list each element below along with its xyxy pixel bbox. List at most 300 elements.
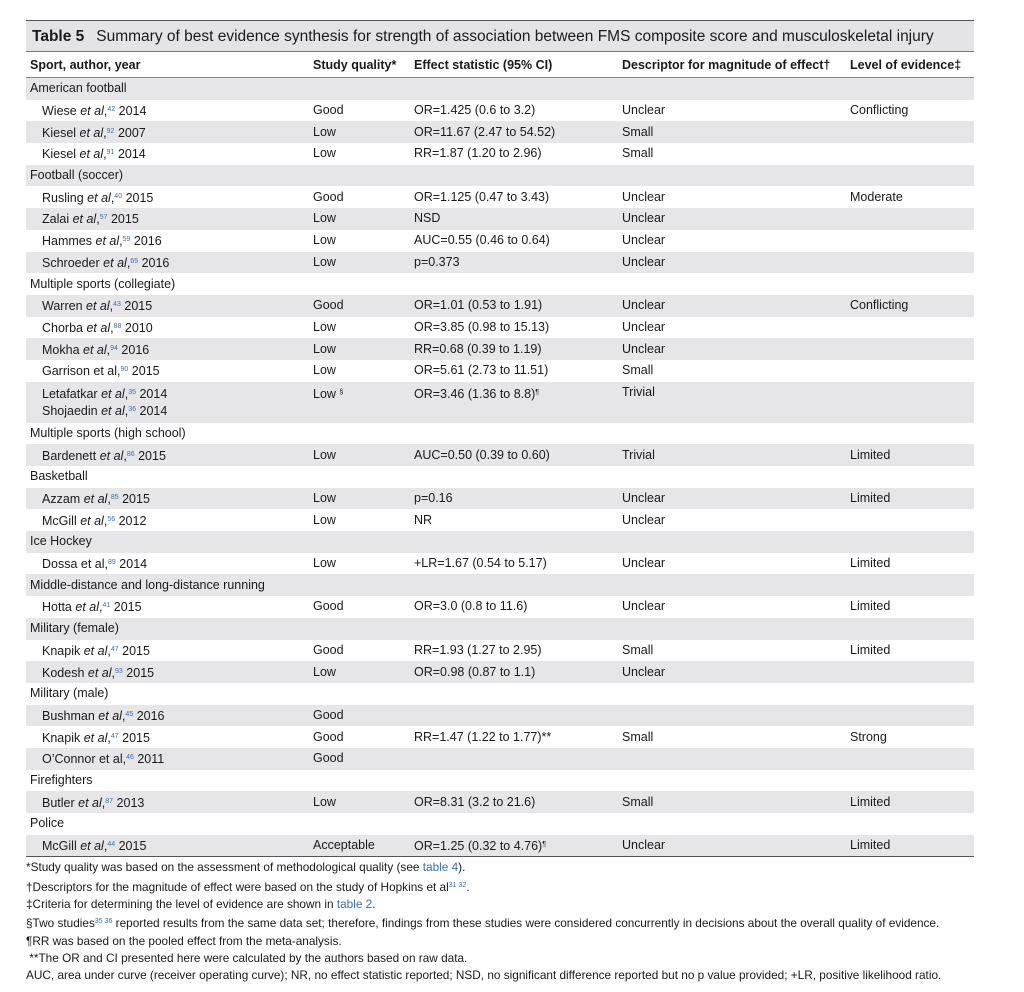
author-cell	[26, 143, 309, 165]
quality-value: Good	[313, 189, 344, 204]
footnote-text: ).	[458, 860, 466, 875]
footnote-text: reported results from the same data set; therefore, findings from these studies were considered concurrently in decisions about the overall quality of evidence.	[112, 916, 940, 931]
quality-cell	[309, 444, 410, 466]
quality-value: Low	[313, 319, 336, 334]
quality-cell	[309, 748, 410, 770]
effect-value: OR=1.125 (0.47 to 3.43)	[414, 189, 550, 204]
footnote-mark: §	[339, 388, 344, 396]
author-cell	[26, 640, 309, 662]
table-row	[26, 382, 974, 423]
table-row	[26, 100, 974, 122]
study-year: 2016	[133, 234, 162, 249]
header-study-quality: Study quality*	[309, 52, 410, 78]
author-cell	[26, 338, 309, 360]
footnotes	[26, 857, 974, 984]
descriptor-cell	[618, 705, 846, 727]
descriptor-cell: Trivial	[618, 382, 846, 423]
author-name: Garrison et al,	[42, 364, 121, 379]
effect-value: RR=0.68 (0.39 to 1.19)	[414, 341, 542, 356]
author-cell	[26, 553, 309, 575]
sport-group-label: Police	[30, 816, 65, 831]
effect-value: NSD	[414, 211, 441, 226]
effect-cell	[410, 230, 618, 252]
author-name: Knapik et al,	[42, 730, 111, 745]
effect-value: OR=1.425 (0.6 to 3.2)	[414, 103, 536, 118]
author-cell	[26, 596, 309, 618]
descriptor-cell: Unclear	[622, 599, 666, 614]
quality-cell	[309, 726, 410, 748]
level-cell: Conflicting	[846, 295, 974, 317]
effect-cell	[410, 661, 618, 683]
quality-cell	[309, 705, 410, 727]
effect-cell	[410, 553, 618, 575]
reference-link[interactable]: 44	[107, 841, 116, 849]
author-cell	[26, 705, 309, 727]
author-name: Bushman et al,	[42, 708, 126, 723]
quality-cell	[309, 661, 410, 683]
sport-group-label: Football (soccer)	[26, 165, 974, 187]
descriptor-cell: Unclear	[618, 661, 846, 683]
effect-cell	[410, 748, 618, 770]
effect-cell	[410, 835, 618, 857]
table-2-link[interactable]: table 2	[336, 896, 373, 911]
quality-cell	[309, 186, 410, 208]
footnote-rr: ¶RR was based on the pooled effect from the meta-analysis.	[26, 933, 342, 948]
reference-link[interactable]: 35 36	[94, 918, 113, 926]
author-name: O’Connor et al,	[42, 752, 127, 767]
sport-group-row	[26, 165, 974, 187]
quality-value: Low	[313, 363, 336, 378]
level-cell	[846, 230, 974, 252]
quality-cell	[309, 143, 410, 165]
descriptor-cell: Unclear	[622, 319, 666, 334]
footnote-mark: ¶	[535, 388, 540, 396]
quality-cell	[309, 121, 410, 143]
table-container	[26, 20, 974, 984]
sport-group-row	[26, 531, 974, 553]
level-cell	[846, 317, 974, 339]
level-cell: Moderate	[850, 189, 903, 204]
reference-link[interactable]: 42	[107, 106, 116, 114]
author-name: Azzam et al,	[42, 492, 111, 507]
descriptor-cell: Unclear	[618, 488, 846, 510]
table-row	[26, 186, 974, 208]
quality-value: Acceptable	[313, 838, 375, 853]
quality-cell	[309, 596, 410, 618]
quality-cell	[309, 100, 410, 122]
author-line	[42, 402, 309, 419]
sport-group-label: Military (male)	[30, 686, 109, 701]
quality-cell	[309, 553, 410, 575]
descriptor-cell: Small	[622, 363, 654, 378]
quality-cell	[309, 488, 410, 510]
evidence-table	[26, 52, 974, 856]
study-year: 2012	[118, 513, 147, 528]
effect-value: OR=11.67 (2.47 to 54.52)	[414, 124, 556, 139]
sport-group-label: Firefighters	[30, 772, 93, 787]
descriptor-cell: Small	[618, 121, 846, 143]
table-4-link[interactable]: table 4	[422, 860, 459, 875]
study-year: 2016	[136, 708, 165, 723]
quality-value: Low	[313, 447, 336, 462]
author-name: Shojaedin et al,	[42, 403, 129, 418]
footnote-text: *Study quality was based on the assessment of methodological quality (see	[26, 860, 423, 875]
reference-link[interactable]: 47	[110, 645, 119, 653]
study-year: 2015	[110, 212, 139, 227]
footnote-text: .	[466, 879, 470, 894]
study-year: 2015	[131, 364, 160, 379]
quality-value: Good	[313, 729, 344, 744]
level-cell	[846, 748, 974, 770]
sport-group-label: Basketball	[30, 469, 88, 484]
descriptor-cell: Small	[618, 791, 846, 813]
reference-link[interactable]: 40	[114, 192, 123, 200]
reference-link[interactable]: 89	[108, 559, 116, 567]
quality-cell	[309, 509, 410, 531]
level-cell	[846, 252, 974, 274]
study-year: 2015	[125, 190, 154, 205]
reference-link[interactable]: 46	[126, 754, 134, 762]
descriptor-cell	[618, 748, 846, 770]
author-name: Warren et al,	[42, 299, 114, 314]
header-effect-statistic: Effect statistic (95% CI)	[410, 52, 618, 78]
quality-value: Low	[313, 794, 336, 809]
quality-value: Low	[313, 491, 336, 506]
effect-value: AUC=0.50 (0.39 to 0.60)	[414, 447, 550, 462]
sport-group-row	[26, 574, 974, 596]
header-descriptor: Descriptor for magnitude of effect†	[618, 52, 846, 78]
reference-link[interactable]: 94	[110, 344, 118, 352]
reference-link[interactable]: 56	[107, 515, 116, 523]
reference-link[interactable]: 35	[128, 388, 136, 396]
table-row	[26, 835, 974, 857]
study-year: 2015	[122, 492, 150, 507]
author-cell	[26, 121, 309, 143]
descriptor-cell: Unclear	[622, 233, 666, 248]
author-cell	[26, 252, 309, 274]
quality-cell	[309, 382, 410, 423]
effect-cell	[410, 100, 618, 122]
reference-link[interactable]: 31 32	[448, 881, 467, 889]
effect-value: OR=8.31 (3.2 to 21.6)	[414, 794, 536, 809]
author-name: McGill et al,	[42, 839, 108, 854]
effect-value: OR=5.61 (2.73 to 11.51)	[414, 363, 549, 378]
table-row	[26, 444, 974, 466]
quality-cell	[309, 835, 410, 857]
table-row	[26, 317, 974, 339]
quality-cell	[309, 230, 410, 252]
reference-link[interactable]: 65	[130, 257, 139, 265]
level-cell	[846, 121, 974, 143]
quality-value: Good	[313, 751, 344, 766]
study-year: 2014	[139, 386, 168, 401]
author-name: Knapik et al,	[42, 643, 111, 658]
effect-cell	[410, 509, 618, 531]
reference-link[interactable]: 88	[113, 322, 122, 330]
quality-value: Good	[313, 707, 344, 722]
table-row	[26, 295, 974, 317]
level-cell: Limited	[850, 642, 891, 657]
table-row	[26, 509, 974, 531]
author-name: Bardenett et al,	[42, 448, 127, 463]
descriptor-cell: Small	[622, 146, 654, 161]
table-row	[26, 143, 974, 165]
level-cell	[846, 661, 974, 683]
study-year: 2014	[119, 557, 148, 572]
quality-value: Good	[313, 103, 344, 118]
sport-group-row	[26, 618, 974, 640]
effect-value: OR=1.25 (0.32 to 4.76)	[414, 839, 543, 854]
sport-group-label: Ice Hockey	[26, 531, 974, 553]
quality-value: Good	[313, 298, 344, 313]
effect-value: OR=3.0 (0.8 to 11.6)	[414, 599, 528, 614]
quality-value: Low	[313, 146, 336, 161]
author-cell	[26, 230, 309, 252]
author-cell	[26, 726, 309, 748]
study-year: 2015	[118, 839, 147, 854]
study-year: 2015	[113, 600, 142, 615]
quality-cell	[309, 252, 410, 274]
quality-cell	[309, 317, 410, 339]
reference-link[interactable]: 91	[106, 149, 115, 157]
quality-value: Low	[313, 556, 336, 571]
author-cell	[26, 509, 309, 531]
level-cell	[846, 705, 974, 727]
study-year: 2016	[141, 255, 170, 270]
effect-value: +LR=1.67 (0.54 to 5.17)	[414, 556, 547, 571]
effect-value: p=0.16	[414, 491, 453, 506]
effect-value: AUC=0.55 (0.46 to 0.64)	[414, 233, 550, 248]
quality-value: Low	[313, 664, 336, 679]
footnote-criteria	[26, 896, 974, 913]
study-year: 2015	[122, 730, 150, 745]
descriptor-cell: Unclear	[618, 252, 846, 274]
reference-link[interactable]: 85	[110, 494, 119, 502]
effect-cell	[410, 705, 618, 727]
table-caption: Summary of best evidence synthesis for strength of association between FMS composite score and musculoskeletal injury	[96, 28, 934, 45]
header-level-of-evidence: Level of evidence‡	[846, 52, 974, 78]
table-row	[26, 252, 974, 274]
table-number: Table 5	[32, 28, 85, 45]
table-row	[26, 121, 974, 143]
study-year: 2013	[116, 795, 145, 810]
author-name: Kiesel et al,	[42, 125, 107, 140]
level-cell: Strong	[850, 729, 887, 744]
reference-link[interactable]: 93	[115, 667, 123, 675]
author-cell	[26, 661, 309, 683]
effect-cell	[410, 121, 618, 143]
level-cell: Limited	[846, 835, 974, 857]
quality-cell	[309, 360, 410, 382]
author-cell	[26, 208, 309, 230]
footnote-mark: ¶	[542, 841, 546, 849]
effect-value: OR=3.85 (0.98 to 15.13)	[414, 319, 550, 334]
effect-cell	[410, 317, 618, 339]
footnote-abbreviations: AUC, area under curve (receiver operating curve); NR, no effect statistic reported; NSD, no significant difference reported but no p value provided; +LR, positive likelihood ratio.	[26, 968, 942, 983]
quality-value: Low	[313, 254, 336, 269]
study-year: 2016	[121, 342, 150, 357]
quality-value: Good	[313, 642, 344, 657]
descriptor-cell: Unclear	[622, 103, 666, 118]
quality-value: Low	[313, 386, 336, 401]
effect-cell	[410, 488, 618, 510]
descriptor-cell: Unclear	[618, 295, 846, 317]
footnote-descriptors	[26, 877, 974, 896]
sport-group-row	[26, 813, 974, 835]
effect-value: RR=1.47 (1.22 to 1.77)**	[414, 729, 552, 744]
effect-cell	[410, 640, 618, 662]
descriptor-cell: Unclear	[622, 189, 666, 204]
sport-group-row	[26, 78, 974, 100]
author-name: Rusling et al,	[42, 190, 115, 205]
reference-link[interactable]: 90	[120, 366, 129, 374]
effect-value: RR=1.93 (1.27 to 2.95)	[414, 642, 542, 657]
table-row	[26, 596, 974, 618]
reference-link[interactable]: 41	[102, 602, 111, 610]
author-name: Hammes et al,	[42, 234, 123, 249]
study-year: 2015	[122, 643, 150, 658]
footnote-text: †Descriptors for the magnitude of effect were based on the study of Hopkins et al	[26, 879, 449, 894]
quality-cell	[309, 295, 410, 317]
author-line	[42, 385, 309, 402]
sport-group-row	[26, 466, 974, 488]
quality-cell	[309, 791, 410, 813]
study-year: 2014	[117, 147, 146, 162]
quality-value: Low	[313, 233, 336, 248]
author-cell	[26, 748, 309, 770]
author-name: Mokha et al,	[42, 342, 111, 357]
author-name: McGill et al,	[42, 513, 108, 528]
quality-cell	[309, 208, 410, 230]
footnote-raw-data: **The OR and CI presented here were calculated by the authors based on raw data.	[26, 950, 468, 965]
footnote-text: ‡Criteria for determining the level of evidence are shown in	[26, 896, 337, 911]
footnote-text: §Two studies	[26, 916, 95, 931]
level-cell: Limited	[846, 791, 974, 813]
footnote-study-quality	[26, 859, 974, 876]
author-name: Dossa et al,	[42, 557, 109, 572]
study-year: 2015	[138, 448, 166, 463]
descriptor-cell: Unclear	[618, 338, 846, 360]
level-cell	[846, 382, 974, 423]
reference-link[interactable]: 43	[113, 301, 121, 309]
author-name: Schroeder et al,	[42, 255, 131, 270]
author-name: Hotta et al,	[42, 600, 103, 615]
author-name: Wiese et al,	[42, 104, 108, 119]
level-cell	[846, 509, 974, 531]
quality-cell	[309, 338, 410, 360]
table-row	[26, 748, 974, 770]
reference-link[interactable]: 92	[106, 127, 115, 135]
study-year: 2015	[124, 299, 153, 314]
level-cell: Limited	[846, 488, 974, 510]
effect-cell	[410, 338, 618, 360]
reference-link[interactable]: 59	[122, 236, 131, 244]
author-name: Chorba et al,	[42, 320, 114, 335]
footnote-text: .	[372, 896, 376, 911]
reference-link[interactable]: 47	[110, 732, 119, 740]
quality-value: Low	[313, 341, 336, 356]
author-cell	[26, 100, 309, 122]
effect-cell	[410, 726, 618, 748]
author-name: Butler et al,	[42, 795, 106, 810]
sport-group-label: Middle-distance and long-distance running	[26, 574, 974, 596]
study-year: 2010	[124, 320, 153, 335]
reference-link[interactable]: 36	[128, 405, 137, 413]
header-sport-author-year: Sport, author, year	[26, 52, 309, 78]
sport-group-row	[26, 683, 974, 705]
effect-cell	[410, 295, 618, 317]
descriptor-cell: Unclear	[618, 835, 846, 857]
reference-link[interactable]: 45	[125, 710, 134, 718]
sport-group-label: American football	[26, 78, 974, 100]
reference-link[interactable]: 87	[105, 797, 114, 805]
descriptor-cell: Small	[622, 642, 654, 657]
sport-group-row	[26, 770, 974, 792]
author-cell	[26, 444, 309, 466]
sport-group-row	[26, 273, 974, 295]
table-row	[26, 553, 974, 575]
level-cell	[846, 143, 974, 165]
effect-cell	[410, 186, 618, 208]
level-cell: Limited	[846, 444, 974, 466]
descriptor-cell: Unclear	[618, 208, 846, 230]
author-name: Kodesh et al,	[42, 665, 116, 680]
effect-cell	[410, 360, 618, 382]
effect-value: p=0.373	[414, 254, 460, 269]
study-year: 2014	[139, 403, 168, 418]
author-name: Letafatkar et al,	[42, 386, 129, 401]
sport-group-label: Multiple sports (collegiate)	[30, 276, 176, 291]
reference-link[interactable]: 86	[126, 450, 135, 458]
quality-value: Low	[313, 512, 336, 527]
effect-cell	[410, 252, 618, 274]
quality-value: Low	[313, 124, 336, 139]
level-cell: Limited	[850, 599, 891, 614]
descriptor-cell: Trivial	[618, 444, 846, 466]
effect-cell	[410, 143, 618, 165]
author-name: Zalai et al,	[42, 212, 100, 227]
table-row	[26, 726, 974, 748]
table-row	[26, 791, 974, 813]
effect-cell	[410, 208, 618, 230]
reference-link[interactable]: 57	[99, 214, 108, 222]
author-cell	[26, 488, 309, 510]
table-row	[26, 488, 974, 510]
table-row	[26, 661, 974, 683]
sport-group-label: Multiple sports (high school)	[30, 425, 186, 440]
table-row	[26, 640, 974, 662]
study-year: 2011	[137, 752, 165, 767]
author-cell	[26, 186, 309, 208]
author-cell	[26, 791, 309, 813]
footnote-two-studies	[26, 913, 974, 932]
table-row	[26, 338, 974, 360]
author-cell	[26, 835, 309, 857]
table-title	[26, 20, 974, 52]
study-year: 2007	[117, 125, 146, 140]
level-cell	[846, 338, 974, 360]
table-row	[26, 360, 974, 382]
header-row	[26, 52, 974, 78]
study-year: 2014	[118, 104, 147, 119]
effect-value: OR=0.98 (0.87 to 1.1)	[414, 664, 536, 679]
author-cell	[26, 295, 309, 317]
study-year: 2015	[126, 665, 155, 680]
author-cell	[26, 382, 309, 423]
table-row	[26, 208, 974, 230]
table-row	[26, 230, 974, 252]
quality-cell	[309, 640, 410, 662]
